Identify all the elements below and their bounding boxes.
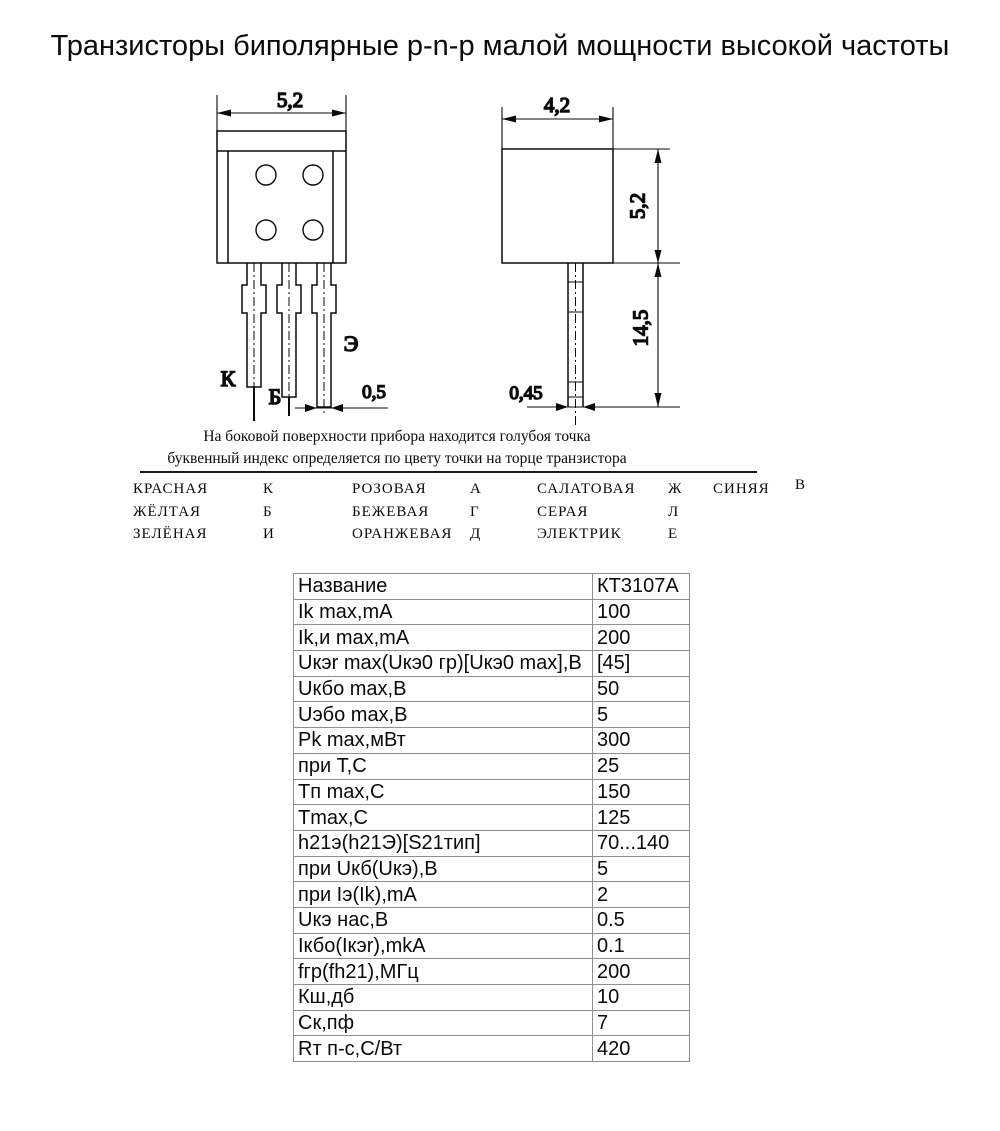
value-cell: 150 — [593, 779, 690, 805]
page-title: Транзисторы биполярные p-n-p малой мощности высокой частоты — [50, 30, 950, 62]
color-name: ОРАНЖЕВАЯ — [352, 526, 453, 542]
side-lead-width-label: 0,45 — [509, 383, 543, 404]
table-row — [294, 779, 690, 805]
table-row — [294, 625, 690, 651]
param-cell: при Iэ(Ik),mA — [294, 882, 593, 908]
value-cell: 5 — [593, 856, 690, 882]
color-letter: Л — [668, 504, 680, 520]
table-row — [294, 753, 690, 779]
value-cell: 420 — [593, 1036, 690, 1062]
color-name: КРАСНАЯ — [133, 481, 209, 497]
value-cell: 200 — [593, 625, 690, 651]
value-cell: 0.5 — [593, 907, 690, 933]
param-cell: Ск,пф — [294, 1010, 593, 1036]
table-row — [294, 1036, 690, 1062]
color-letter: А — [470, 481, 482, 497]
spec-table — [293, 573, 690, 1062]
front-view — [217, 88, 388, 421]
package-front-side-lines — [228, 151, 333, 263]
value-cell: 50 — [593, 676, 690, 702]
param-cell: Ik,и max,mA — [294, 625, 593, 651]
color-name: САЛАТОВАЯ — [537, 481, 636, 497]
side-view — [502, 93, 680, 425]
param-cell: Uкэr max(Uкэ0 гр)[Uкэ0 max],В — [294, 651, 593, 677]
table-row — [294, 676, 690, 702]
value-cell: 5 — [593, 702, 690, 728]
dimple-circle — [256, 220, 276, 240]
color-letter: В — [795, 477, 807, 493]
color-letter: И — [263, 526, 275, 542]
package-drawing — [130, 80, 690, 430]
color-name: ЖЁЛТАЯ — [133, 504, 202, 520]
color-name: ЗЕЛЁНАЯ — [133, 526, 208, 542]
value-cell: 125 — [593, 805, 690, 831]
table-row — [294, 651, 690, 677]
side-lead-length-label: 14,5 — [628, 309, 653, 347]
color-name: БЕЖЕВАЯ — [352, 504, 430, 520]
emitter-label: Э — [343, 331, 359, 356]
side-vertical-dimensions — [655, 149, 662, 407]
front-lead-width-dimension — [295, 404, 388, 412]
value-cell: 7 — [593, 1010, 690, 1036]
param-cell: Tп max,C — [294, 779, 593, 805]
value-cell: 200 — [593, 959, 690, 985]
value-cell: 70...140 — [593, 830, 690, 856]
color-name: ЭЛЕКТРИК — [537, 526, 622, 542]
param-cell: при Uкб(Uкэ),В — [294, 856, 593, 882]
value-cell: 100 — [593, 599, 690, 625]
color-name: СИНЯЯ — [713, 481, 770, 497]
table-row — [294, 985, 690, 1011]
color-letter: Ж — [668, 481, 683, 497]
dimple-circle — [256, 165, 276, 185]
param-cell: при T,C — [294, 753, 593, 779]
table-row — [294, 856, 690, 882]
value-cell: 2 — [593, 882, 690, 908]
table-row — [294, 805, 690, 831]
note-line-1: На боковой поверхности прибора находится голубоя точка — [203, 428, 591, 445]
value-cell: 25 — [593, 753, 690, 779]
color-letter: К — [263, 481, 275, 497]
param-cell: Iкбо(Iкэr),mkA — [294, 933, 593, 959]
collector-label: К — [220, 366, 236, 391]
param-cell: h21э(h21Э)[S21тип] — [294, 830, 593, 856]
front-width-label: 5,2 — [276, 88, 304, 112]
side-width-label: 4,2 — [543, 93, 571, 117]
note-line-2: буквенный индекс определяется по цвету точки на торце транзистора — [167, 450, 627, 467]
value-cell: 10 — [593, 985, 690, 1011]
divider-rule — [140, 471, 757, 473]
param-cell: Ik max,mA — [294, 599, 593, 625]
param-cell: Uкбо max,В — [294, 676, 593, 702]
dimple-circle — [303, 220, 323, 240]
param-cell: Uкэ нас,В — [294, 907, 593, 933]
package-side-outline — [502, 149, 613, 263]
table-row — [294, 882, 690, 908]
color-name: РОЗОВАЯ — [352, 481, 427, 497]
table-row — [294, 1010, 690, 1036]
param-cell: Pk max,мВт — [294, 728, 593, 754]
table-row — [294, 574, 690, 600]
table-row — [294, 728, 690, 754]
color-letter: Д — [470, 526, 482, 542]
param-cell: Кш,дб — [294, 985, 593, 1011]
table-row — [294, 702, 690, 728]
value-cell: [45] — [593, 651, 690, 677]
table-row — [294, 830, 690, 856]
color-name: СЕРАЯ — [537, 504, 589, 520]
param-cell: Rт п-с,С/Вт — [294, 1036, 593, 1062]
param-cell: Uэбо max,В — [294, 702, 593, 728]
value-cell: 300 — [593, 728, 690, 754]
color-letter: Г — [470, 504, 480, 520]
param-cell: fгр(fh21),МГц — [294, 959, 593, 985]
dimple-circle — [303, 165, 323, 185]
value-cell: КТ3107А — [593, 574, 690, 600]
side-body-height-label: 5,2 — [625, 192, 650, 220]
value-cell: 0.1 — [593, 933, 690, 959]
table-row — [294, 959, 690, 985]
param-cell: Название — [294, 574, 593, 600]
table-row — [294, 933, 690, 959]
param-cell: Tmax,C — [294, 805, 593, 831]
front-lead-width-label: 0,5 — [362, 382, 386, 403]
color-letter: Е — [668, 526, 679, 542]
table-row — [294, 907, 690, 933]
table-row — [294, 599, 690, 625]
base-label: Б — [268, 384, 282, 409]
side-reference-lines — [502, 149, 680, 407]
color-letter: Б — [263, 504, 273, 520]
